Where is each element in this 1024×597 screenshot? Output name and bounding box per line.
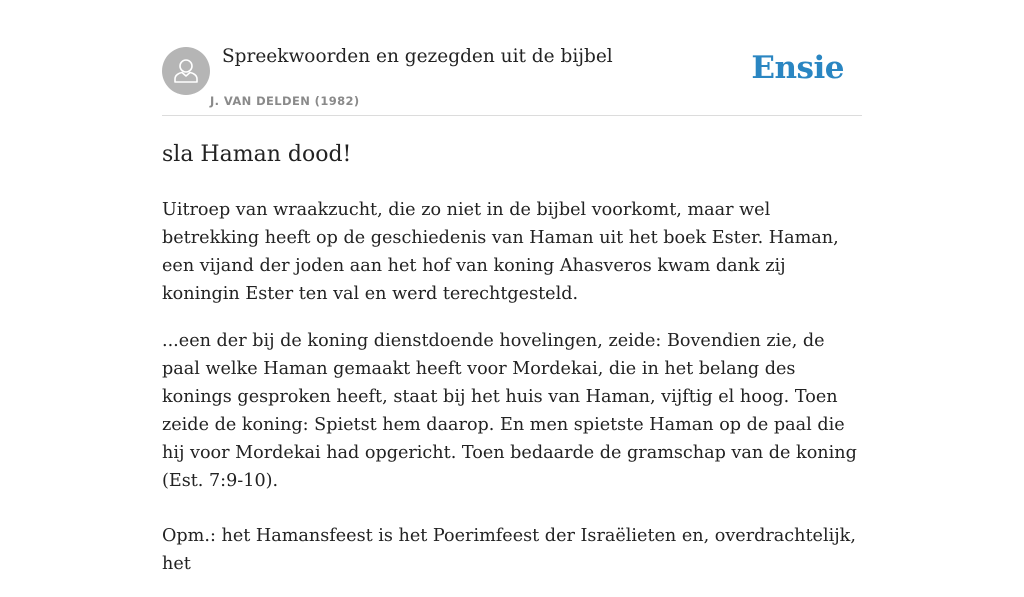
entry-quote-paragraph: ...een der bij de koning dienstdoende hovelingen, zeide: Bovendien zie, de paal welke Haman gemaakt heeft voor Mordekai, die in het belang des konings gesproken heeft, staat bij het huis van Haman, vijftig el hoog. Toen zeide de koning: Spietst hem daarop. En men spietste Haman op de paal die hij voor Mordekai had opgericht. Toen bedaarde de gramschap van de koning (Est. 7:9-10). <box>162 331 857 491</box>
entry-paragraph: Uitroep van wraakzucht, die zo niet in de bijbel voorkomt, maar wel betrekking heeft op de geschiedenis van Haman uit het boek Ester. Haman, een vijand der joden aan het hof van koning Ahasveros kwam dank zij koningin Ester ten val en werd terechtgesteld. <box>162 200 839 304</box>
source-header <box>162 40 862 116</box>
entry-headword: sla Haman dood! <box>162 142 352 167</box>
avatar[interactable] <box>162 47 210 95</box>
user-icon <box>162 47 210 95</box>
ensie-logo-link[interactable]: Ensie <box>751 50 844 86</box>
entry-content <box>162 138 862 597</box>
entry-note-paragraph: Opm.: het Hamansfeest is het Poerimfeest der Israëlieten en, overdrachtelijk, het <box>162 526 856 574</box>
source-author: J. VAN DELDEN (1982) <box>210 94 360 108</box>
source-title-link[interactable]: Spreekwoorden en gezegden uit de bijbel <box>222 46 613 67</box>
